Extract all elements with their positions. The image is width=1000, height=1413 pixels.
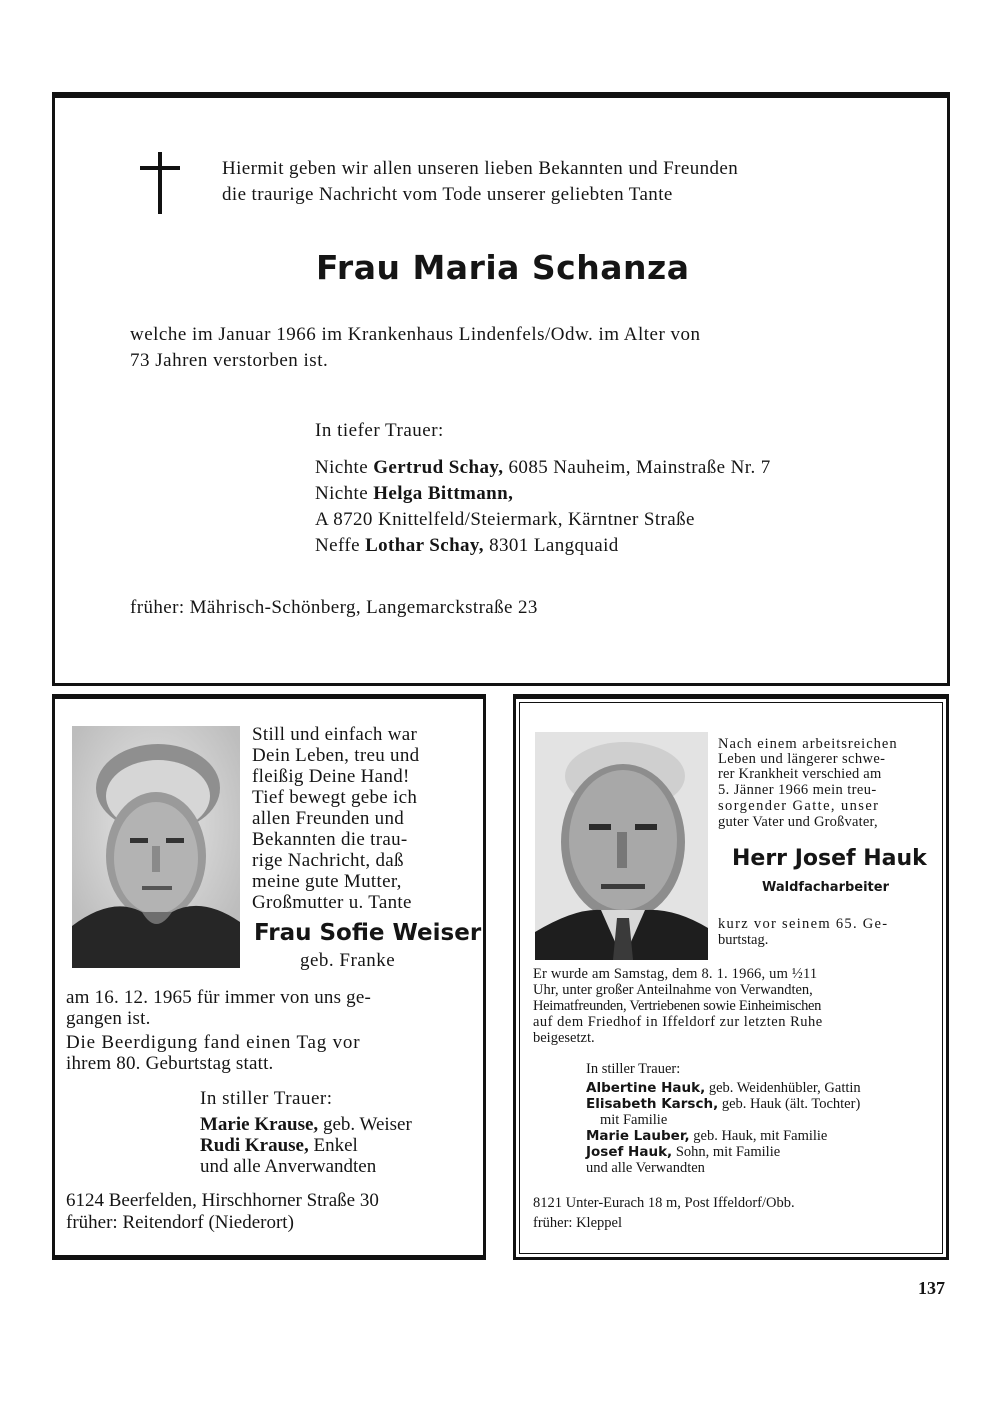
- weiser-text-2: gangen ist.: [66, 1008, 151, 1029]
- weiser-former-address: früher: Reitendorf (Niederort): [66, 1212, 294, 1233]
- hauk-mourner-4-relation: Sohn, mit Familie: [672, 1144, 781, 1160]
- notice-top-rule: [52, 92, 950, 98]
- weiser-verse-6: Bekannten die trau-: [252, 829, 408, 850]
- hauk-mourner-5: und alle Verwandten: [586, 1160, 705, 1176]
- mourning-heading-weiser: In stiller Trauer:: [200, 1088, 333, 1109]
- relative-3: [315, 535, 619, 557]
- hauk-text-5: sorgender Gatte, unser: [718, 798, 880, 814]
- weiser-verse-2: Dein Leben, treu und: [252, 745, 420, 766]
- weiser-text-4: ihrem 80. Geburtstag statt.: [66, 1053, 274, 1074]
- relative-1-address: 6085 Nauheim, Mainstraße Nr. 7: [503, 457, 771, 478]
- weiser-verse-5: allen Freunden und: [252, 808, 405, 829]
- mourning-heading-schanza: In tiefer Trauer:: [315, 420, 444, 441]
- weiser-text-3: Die Beerdigung fand einen Tag vor: [66, 1032, 361, 1053]
- cross-icon: [138, 150, 182, 216]
- hauk-mourner-2-relation: geb. Hauk (ält. Tochter): [718, 1096, 861, 1112]
- notice-text-line-2: 73 Jahren verstorben ist.: [130, 350, 329, 371]
- hauk-occupation: Waldfacharbeiter: [762, 880, 890, 895]
- hauk-mourner-3-relation: geb. Hauk, mit Familie: [689, 1128, 828, 1144]
- hauk-former-address: früher: Kleppel: [533, 1215, 622, 1231]
- weiser-mourner-3: und alle Anverwandten: [200, 1156, 377, 1177]
- hauk-text-7: kurz vor seinem 65. Ge-: [718, 916, 889, 932]
- weiser-address: 6124 Beerfelden, Hirschhorner Straße 30: [66, 1190, 379, 1211]
- weiser-mourner-2: [200, 1135, 358, 1157]
- hauk-mourner-1-name: Albertine Hauk,: [586, 1080, 706, 1096]
- hauk-mourner-4: [586, 1144, 780, 1161]
- hauk-address: 8121 Unter-Eurach 18 m, Post Iffeldorf/Obb.: [533, 1195, 795, 1211]
- hauk-mourner-4-name: Josef Hauk,: [586, 1144, 673, 1160]
- relative-2-address: A 8720 Knittelfeld/Steiermark, Kärntner Straße: [315, 509, 695, 530]
- weiser-text-1: am 16. 12. 1965 für immer von uns ge-: [66, 987, 372, 1008]
- hauk-funeral-4: auf dem Friedhof in Iffeldorf zur letzten Ruhe: [533, 1014, 823, 1030]
- hauk-mourner-2: [586, 1096, 860, 1113]
- hauk-mourner-3: [586, 1128, 827, 1145]
- notice-right-top-rule: [513, 694, 949, 699]
- hauk-text-4: 5. Jänner 1966 mein treu-: [718, 782, 877, 798]
- weiser-verse-7: rige Nachricht, daß: [252, 850, 404, 871]
- hauk-funeral-3: Heimatfreunden, Vertriebenen sowie Einheimischen: [533, 998, 822, 1014]
- relative-2-name: Helga Bittmann,: [373, 483, 514, 504]
- hauk-text-1: Nach einem arbeitsreichen: [718, 736, 898, 752]
- former-address-schanza: früher: Mährisch-Schönberg, Langemarckstraße 23: [130, 597, 538, 618]
- weiser-verse-3: fleißig Deine Hand!: [252, 766, 410, 787]
- hauk-mourner-2-family: mit Familie: [600, 1112, 668, 1128]
- relative-1-name: Gertrud Schay,: [373, 457, 504, 478]
- hauk-text-3: rer Krankheit verschied am: [718, 766, 882, 782]
- relative-2: [315, 483, 513, 505]
- notice-left-bottom-rule: [52, 1255, 486, 1260]
- weiser-verse-4: Tief bewegt gebe ich: [252, 787, 418, 808]
- deceased-name-hauk: Herr Josef Hauk: [732, 846, 927, 871]
- hauk-text-8: burtstag.: [718, 932, 769, 948]
- hauk-mourner-3-name: Marie Lauber,: [586, 1128, 690, 1144]
- mourning-heading-hauk: In stiller Trauer:: [586, 1061, 681, 1077]
- weiser-born: geb. Franke: [300, 950, 396, 971]
- portrait-josef-hauk: [535, 732, 708, 960]
- hauk-text-6: guter Vater und Großvater,: [718, 814, 878, 830]
- weiser-mourner-1: [200, 1114, 412, 1136]
- notice-left-top-rule: [52, 694, 486, 699]
- page-number: 137: [918, 1278, 945, 1298]
- relative-3-address: 8301 Langquaid: [483, 535, 619, 556]
- weiser-verse-9: Großmutter u. Tante: [252, 892, 412, 913]
- intro-line-2: die traurige Nachricht vom Tode unserer geliebten Tante: [222, 184, 673, 205]
- hauk-mourner-1-relation: geb. Weidenhübler, Gattin: [705, 1080, 861, 1096]
- hauk-mourner-2-name: Elisabeth Karsch,: [586, 1096, 719, 1112]
- hauk-funeral-2: Uhr, unter großer Anteilnahme von Verwandten,: [533, 982, 813, 998]
- weiser-mourner-1-name: Marie Krause,: [200, 1114, 319, 1135]
- relative-2-prefix: Nichte: [315, 483, 374, 504]
- relative-3-name: Lothar Schay,: [365, 535, 484, 556]
- hauk-funeral-5: beigesetzt.: [533, 1030, 595, 1046]
- relative-3-prefix: Neffe: [315, 535, 366, 556]
- weiser-verse-8: meine gute Mutter,: [252, 871, 402, 892]
- weiser-verse-1: Still und einfach war: [252, 724, 418, 745]
- intro-line-1: Hiermit geben wir allen unseren lieben Bekannten und Freunden: [222, 158, 739, 179]
- deceased-name-schanza: Frau Maria Schanza: [316, 248, 690, 287]
- deceased-name-weiser: Frau Sofie Weiser: [254, 920, 482, 946]
- hauk-mourner-1: [586, 1080, 861, 1097]
- weiser-mourner-1-relation: geb. Weiser: [318, 1114, 412, 1135]
- relative-1-prefix: Nichte: [315, 457, 374, 478]
- weiser-mourner-2-name: Rudi Krause,: [200, 1135, 309, 1156]
- weiser-mourner-2-relation: Enkel: [308, 1135, 358, 1156]
- notice-text-line-1: welche im Januar 1966 im Krankenhaus Lindenfels/Odw. im Alter von: [130, 324, 701, 345]
- hauk-funeral-1: Er wurde am Samstag, dem 8. 1. 1966, um ½11: [533, 966, 818, 982]
- hauk-text-2: Leben und längerer schwe-: [718, 751, 886, 767]
- relative-1: [315, 457, 771, 479]
- portrait-sofie-weiser: [72, 726, 240, 968]
